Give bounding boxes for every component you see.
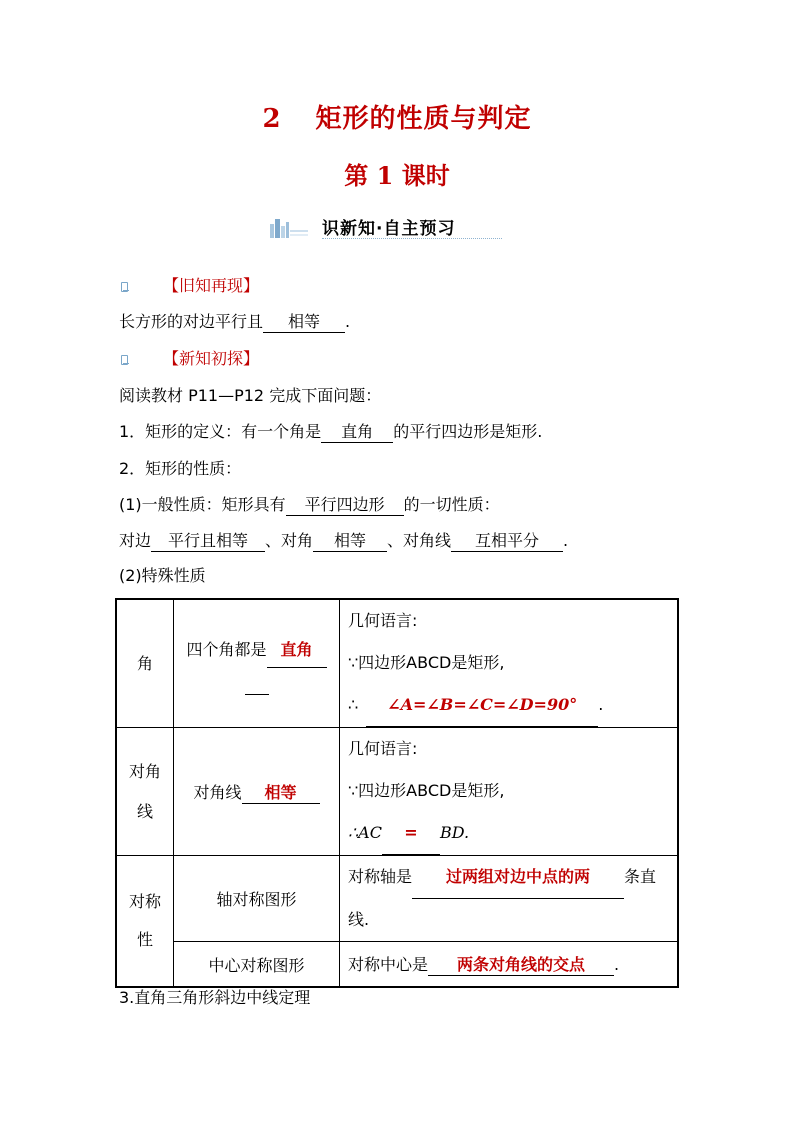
definition-item: [119, 422, 542, 443]
section-banner: [268, 212, 508, 242]
center-answer: 两条对角线的交点: [428, 952, 614, 976]
geo-label: 几何语言:: [348, 739, 418, 758]
banner-buildings-icon: [268, 216, 310, 238]
geo-label: 几何语言:: [348, 611, 418, 630]
general-property-details: [119, 531, 568, 552]
properties-item: 2．矩形的性质：: [119, 459, 242, 478]
general-property-text: (1)一般性质：矩形具有: [119, 495, 286, 514]
angle-result-answer: ∠A=∠B=∠C=∠D=90°: [366, 684, 598, 727]
new-knowledge-heading: 【新知初探】: [163, 349, 260, 368]
description-cell: [174, 599, 340, 728]
reading-instruction: 阅读教材 P11—P12 完成下面问题：: [119, 386, 382, 405]
axis-label: 对称轴是: [348, 867, 413, 886]
geo-conclusion: [348, 684, 677, 727]
special-properties-table: [115, 598, 679, 988]
angle-desc-text: 四个角都是: [186, 639, 267, 659]
bookmark-icon: [119, 354, 129, 366]
diag-cat-line2: 线: [136, 801, 153, 821]
diag-therefore: ∴AC: [348, 823, 382, 842]
sides-label: 对边: [119, 531, 152, 550]
banner-underline: [322, 238, 502, 239]
geo-given: ∵四边形ABCD是矩形,: [348, 781, 505, 800]
center-cell: [340, 942, 679, 988]
sides-answer: 平行且相等: [151, 531, 265, 552]
geometry-cell: [340, 599, 679, 728]
center-period: .: [614, 955, 620, 974]
general-property-tail: 的一切性质：: [403, 495, 500, 514]
diagonals-answer: 互相平分: [451, 531, 563, 552]
details-period: .: [563, 531, 569, 550]
special-property-item: (2)特殊性质: [119, 566, 206, 585]
lesson-title: [0, 98, 794, 135]
axis-cell: [340, 856, 679, 942]
sym-cat-line1: 对称: [128, 892, 161, 911]
lesson-subtitle: 第 1 课时: [344, 161, 450, 190]
category-cell: 角: [116, 599, 174, 728]
table-row: [116, 728, 678, 856]
old-knowledge-period: .: [345, 312, 351, 331]
angles-label: 、对角: [265, 531, 314, 550]
geometry-cell: [340, 728, 679, 856]
angle-result-period: .: [598, 695, 604, 714]
definition-tail: 的平行四边形是矩形.: [393, 422, 543, 441]
description-cell: [174, 728, 340, 856]
old-knowledge-heading-line: [119, 276, 259, 296]
diagonals-label: 、对角线: [387, 531, 452, 550]
theorem-item: 3.直角三角形斜边中线定理: [119, 988, 311, 1007]
geo-given: ∵四边形ABCD是矩形,: [348, 653, 505, 672]
section-title: 矩形的性质与判定: [315, 104, 532, 134]
old-knowledge-text: 长方形的对边平行且: [119, 312, 264, 331]
angle-desc-blank: [245, 668, 269, 695]
therefore-sign: ∴: [348, 695, 359, 714]
diag-eq-answer: =: [382, 812, 440, 855]
diag-desc-answer: 相等: [242, 780, 320, 804]
geo-conclusion: [348, 812, 677, 855]
axis-line2: 线.: [348, 910, 370, 929]
general-property-answer: 平行四边形: [286, 495, 404, 516]
bookmark-icon: [119, 281, 129, 293]
old-knowledge-heading: 【旧知再现】: [163, 276, 260, 295]
old-knowledge-sentence: [119, 312, 350, 333]
general-property-item: [119, 495, 500, 516]
banner-text: 识新知·自主预习: [322, 219, 456, 239]
diag-cat-line1: 对角: [128, 761, 161, 781]
center-label: 对称中心是: [348, 955, 429, 974]
category-cell: [116, 856, 174, 988]
diag-desc-text: 对角线: [193, 782, 242, 802]
angle-desc-answer: 直角: [267, 633, 327, 668]
angles-answer: 相等: [313, 531, 387, 552]
axis-tail: 条直: [624, 867, 657, 886]
section-number: 2: [262, 104, 282, 134]
axis-line1: [348, 856, 677, 899]
old-knowledge-answer: 相等: [263, 312, 345, 333]
definition-text: 1．矩形的定义：有一个角是: [119, 422, 322, 441]
definition-answer: 直角: [321, 422, 393, 443]
axis-type-cell: 轴对称图形: [174, 856, 340, 942]
diag-rhs: BD.: [439, 823, 470, 842]
axis-answer: 过两组对边中点的两: [412, 856, 624, 899]
table-row: [116, 599, 678, 728]
category-cell: [116, 728, 174, 856]
sym-cat-line2: 性: [136, 930, 153, 949]
table-row: [116, 856, 678, 942]
table-row: [116, 942, 678, 988]
new-knowledge-heading-line: [119, 349, 259, 369]
center-type-cell: 中心对称图形: [174, 942, 340, 988]
